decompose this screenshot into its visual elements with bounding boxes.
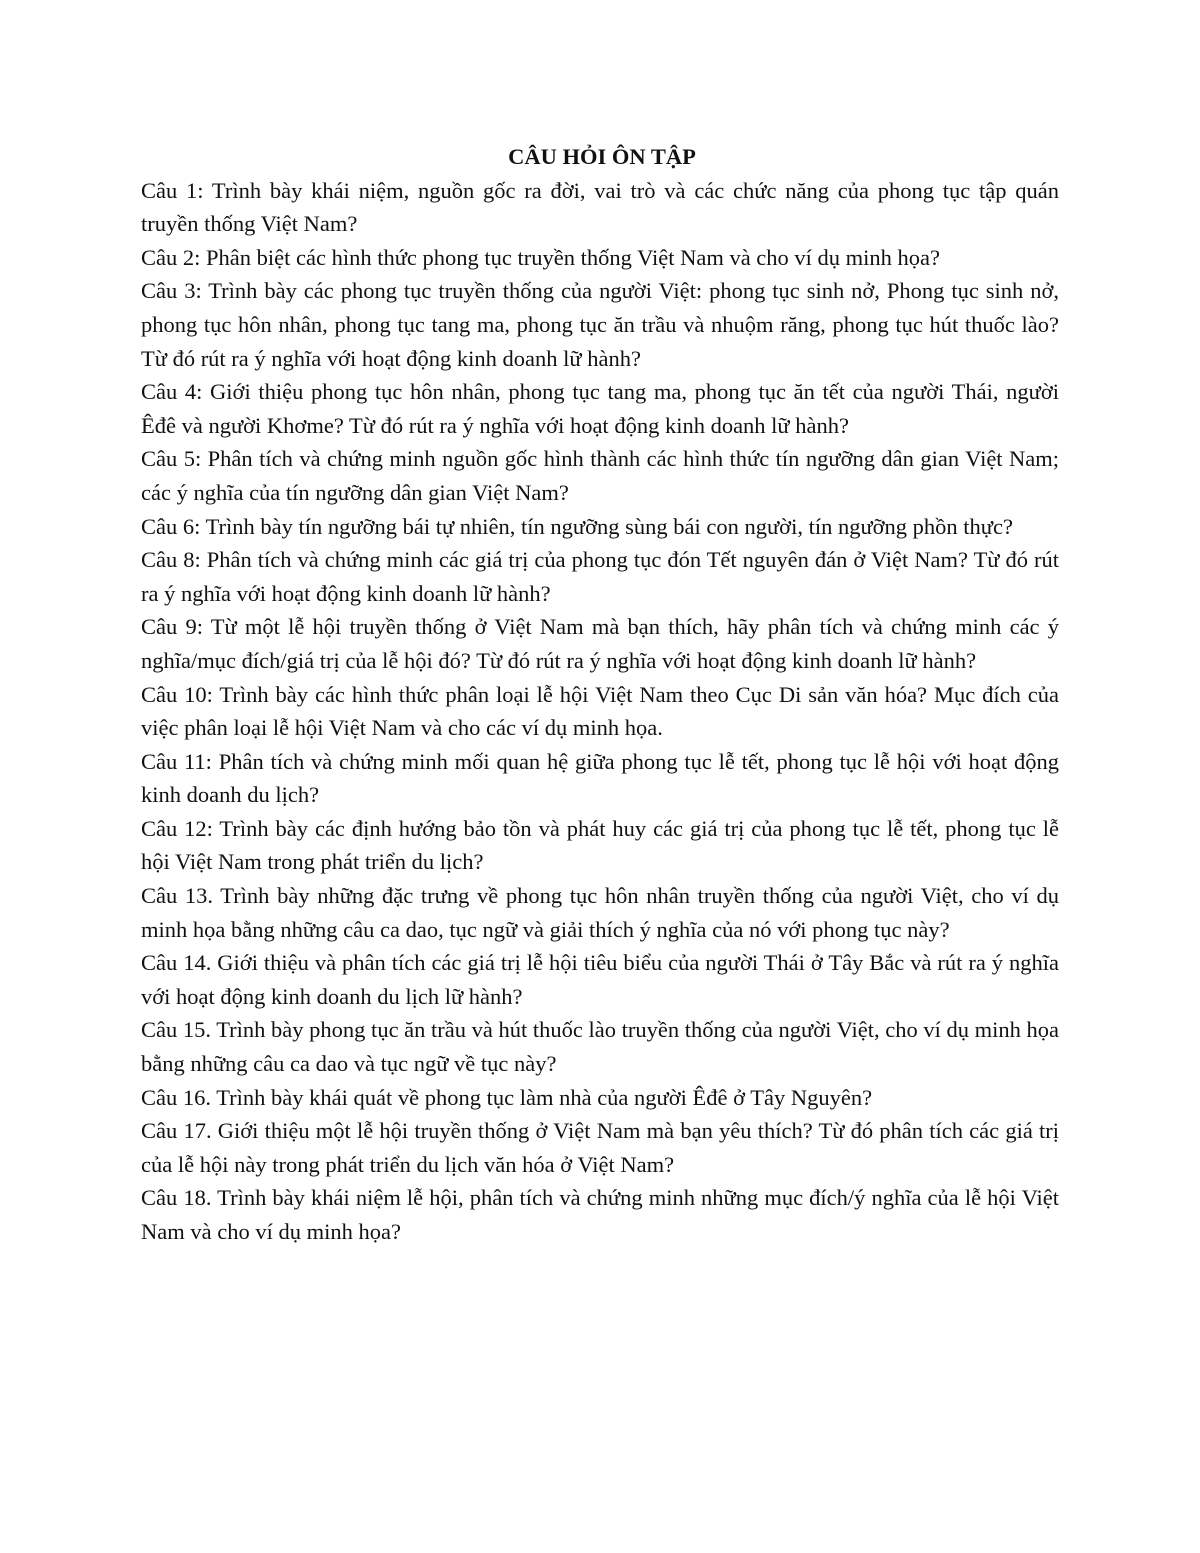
document-body	[141, 140, 1059, 1249]
question-1: Câu 1: Trình bày khái niệm, nguồn gốc ra đời, vai trò và các chức năng của phong tục tập quán truyền thống Việt Nam?	[141, 177, 1059, 237]
question-4: Câu 4: Giới thiệu phong tục hôn nhân, phong tục tang ma, phong tục ăn tết của người Thái, người Êđê và người Khơme? Từ đó rút ra ý nghĩa với hoạt động kinh doanh lữ hành?	[141, 379, 1059, 438]
document-title: CÂU HỎI ÔN TẬP	[508, 144, 696, 169]
question-13: Câu 13. Trình bày những đặc trưng về phong tục hôn nhân truyền thống của người Việt, cho ví dụ minh họa bằng những câu ca dao, tục ngữ và giải thích ý nghĩa của nó với phong tục này?	[141, 883, 1059, 942]
question-16: Câu 16. Trình bày khái quát về phong tục làm nhà của người Êđê ở Tây Nguyên?	[141, 1084, 873, 1110]
question-17: Câu 17. Giới thiệu một lễ hội truyền thống ở Việt Nam mà bạn yêu thích? Từ đó phân tích các giá trị của lễ hội này trong phát triển du lịch văn hóa ở Việt Nam?	[141, 1118, 1059, 1177]
question-3: Câu 3: Trình bày các phong tục truyền thống của người Việt: phong tục sinh nở, Phong tục sinh nở, phong tục hôn nhân, phong tục tang ma, phong tục ăn trầu và nhuộm răng, phong tục hút thuốc lào? Từ đó rút ra ý nghĩa với hoạt động kinh doanh lữ hành?	[141, 278, 1059, 371]
question-18: Câu 18. Trình bày khái niệm lễ hội, phân tích và chứng minh những mục đích/ý nghĩa của lễ hội Việt Nam và cho ví dụ minh họa?	[141, 1185, 1059, 1244]
question-9: Câu 9: Từ một lễ hội truyền thống ở Việt Nam mà bạn thích, hãy phân tích và chứng minh các ý nghĩa/mục đích/giá trị của lễ hội đó? Từ đó rút ra ý nghĩa với hoạt động kinh doanh lữ hành?	[141, 614, 1059, 673]
question-8: Câu 8: Phân tích và chứng minh các giá trị của phong tục đón Tết nguyên đán ở Việt Nam? Từ đó rút ra ý nghĩa với hoạt động kinh doanh lữ hành?	[141, 547, 1059, 606]
question-list	[141, 174, 1059, 1249]
question-5: Câu 5: Phân tích và chứng minh nguồn gốc hình thành các hình thức tín ngưỡng dân gian Việt Nam; các ý nghĩa của tín ngưỡng dân gian Việt Nam?	[141, 446, 1059, 505]
question-12: Câu 12: Trình bày các định hướng bảo tồn và phát huy các giá trị của phong tục lễ tết, phong tục lễ hội Việt Nam trong phát triển du lịch?	[141, 815, 1059, 875]
question-2: Câu 2: Phân biệt các hình thức phong tục truyền thống Việt Nam và cho ví dụ minh họa?	[141, 244, 941, 270]
question-14: Câu 14. Giới thiệu và phân tích các giá trị lễ hội tiêu biểu của người Thái ở Tây Bắc và rút ra ý nghĩa với hoạt động kinh doanh du lịch lữ hành?	[141, 950, 1059, 1009]
question-15: Câu 15. Trình bày phong tục ăn trầu và hút thuốc lào truyền thống của người Việt, cho ví dụ minh họa bằng những câu ca dao và tục ngữ về tục này?	[141, 1017, 1059, 1077]
question-6: Câu 6: Trình bày tín ngưỡng bái tự nhiên, tín ngưỡng sùng bái con người, tín ngưỡng phồn thực?	[141, 513, 1013, 539]
question-11: Câu 11: Phân tích và chứng minh mối quan hệ giữa phong tục lễ tết, phong tục lễ hội với hoạt động kinh doanh du lịch?	[141, 748, 1059, 808]
question-10: Câu 10: Trình bày các hình thức phân loại lễ hội Việt Nam theo Cục Di sản văn hóa? Mục đích của việc phân loại lễ hội Việt Nam và cho các ví dụ minh họa.	[141, 681, 1059, 741]
